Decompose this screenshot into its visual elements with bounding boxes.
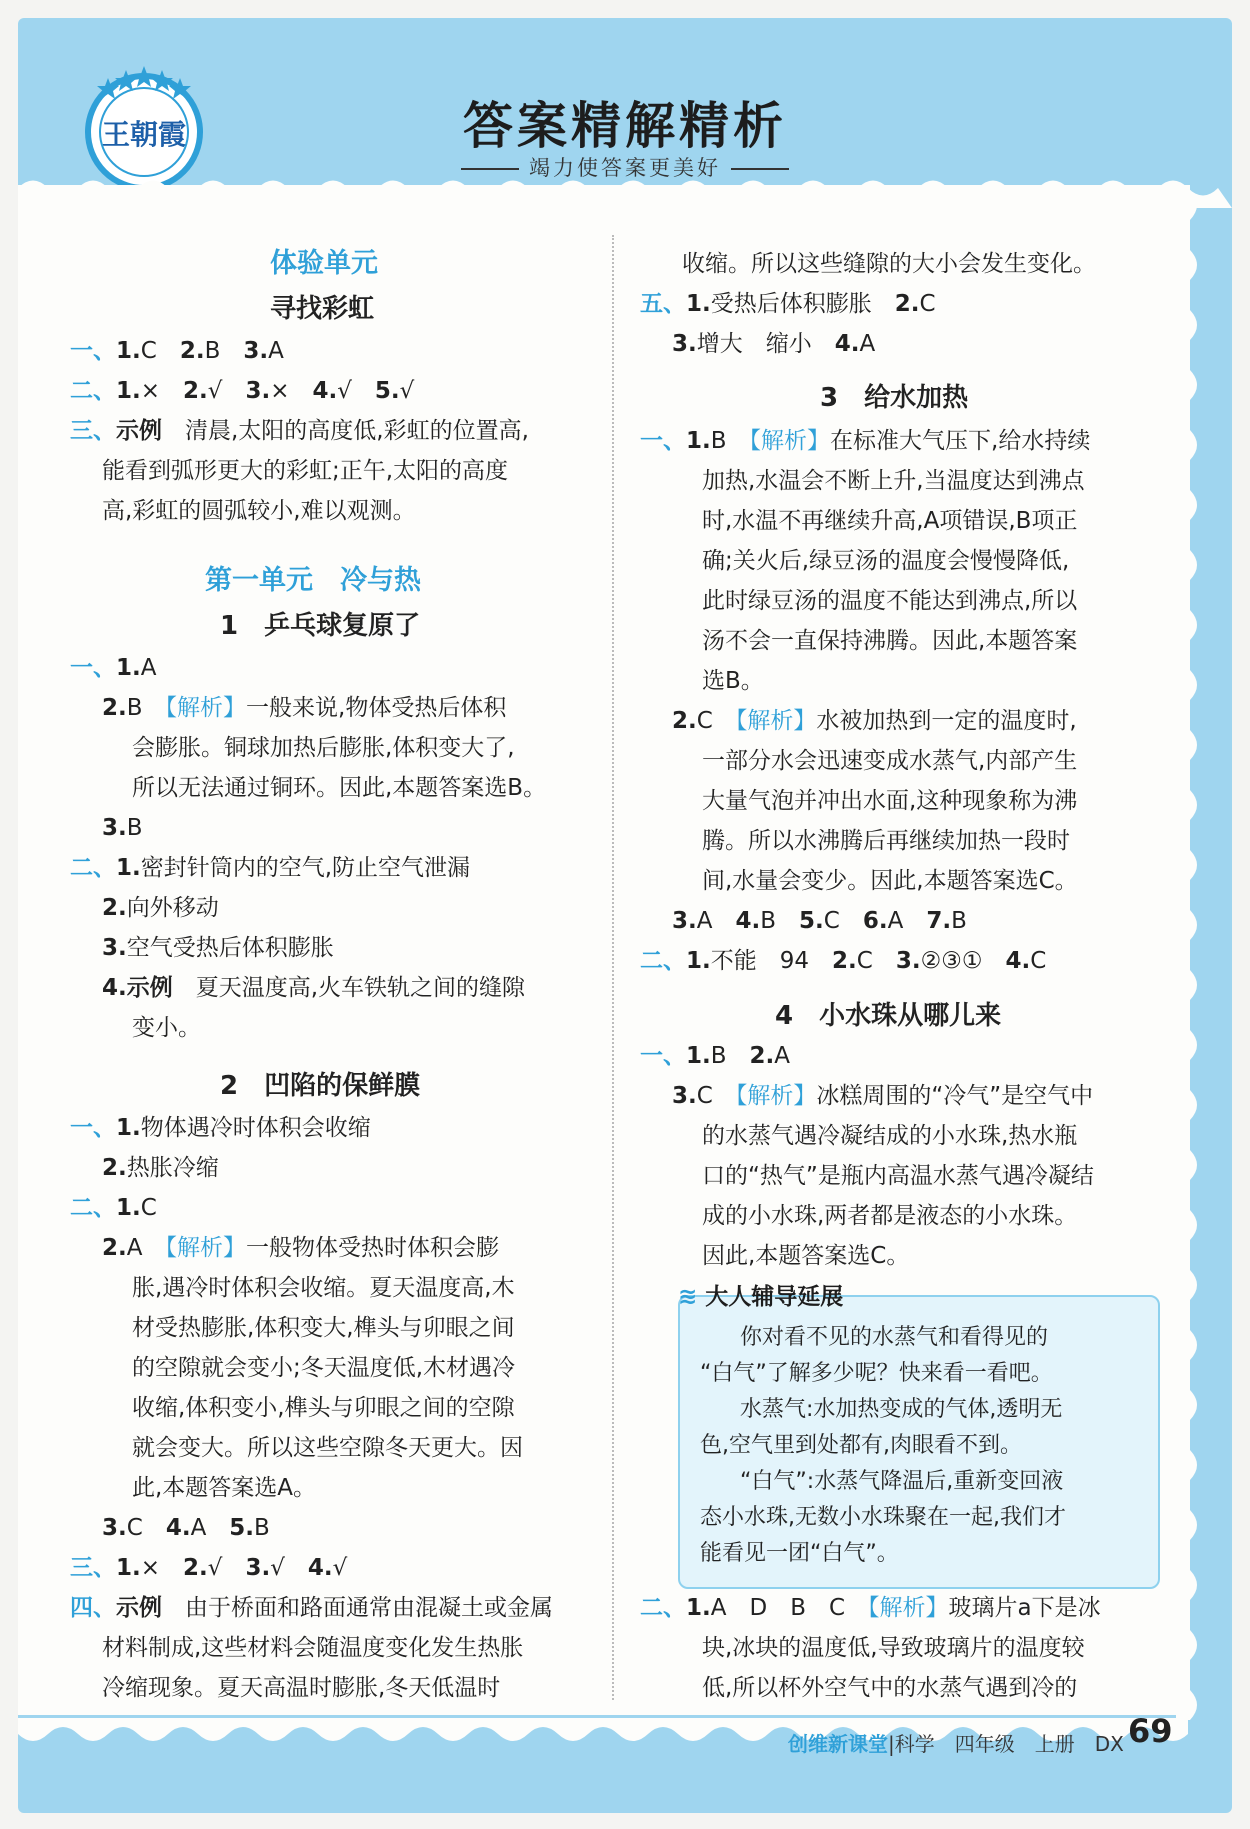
answer-text: 确;关火后,绿豆汤的温度会慢慢降低, xyxy=(702,548,1070,574)
answer-text: 腾。所以水沸腾后再继续加热一段时 xyxy=(702,828,1070,854)
answer-row: 二、1.不能 94 2.C 3.②③① 4.C xyxy=(640,948,1047,974)
answer-row: 3.C 【解析】冰糕周围的“冷气”是空气中 xyxy=(672,1083,1094,1109)
tip-text: “白气”:水蒸气降温后,重新变回液 xyxy=(740,1469,1064,1494)
answer-text: 材料制成,这些材料会随温度变化发生热胀 xyxy=(102,1635,524,1661)
answer-text: 就会变大。所以这些空隙冬天更大。因 xyxy=(132,1435,523,1461)
answer-row: 2.向外移动 xyxy=(102,895,219,921)
answer-row: 4.示例 夏天温度高,火车铁轨之间的缝隙 xyxy=(102,975,526,1001)
answer-text: 冷缩现象。夏天高温时膨胀,冬天低温时 xyxy=(102,1675,501,1701)
answer-row: 三、示例 清晨,太阳的高度低,彩虹的位置高, xyxy=(70,418,529,444)
lesson-heading: 2 凹陷的保鲜膜 xyxy=(220,1071,421,1101)
answer-text: 间,水量会变少。因此,本题答案选C。 xyxy=(702,868,1078,894)
answer-row: 一、1.A xyxy=(70,655,157,681)
answer-text: 能看到弧形更大的彩虹;正午,太阳的高度 xyxy=(102,458,509,484)
tip-box-title: ≋ 大人辅导延展 xyxy=(678,1284,844,1310)
answer-row: 3.C 4.A 5.B xyxy=(102,1515,270,1541)
answer-text: 胀,遇冷时体积会收缩。夏天温度高,木 xyxy=(132,1275,515,1301)
answer-row: 一、1.C 2.B 3.A xyxy=(70,338,284,364)
answer-text: 选B。 xyxy=(702,668,764,694)
lesson-heading: 4 小水珠从哪儿来 xyxy=(775,1001,1002,1031)
answer-text: 收缩,体积变小,榫头与卯眼之间的空隙 xyxy=(132,1395,515,1421)
answer-row: 一、1.物体遇冷时体积会收缩 xyxy=(70,1115,371,1141)
answer-text: 的水蒸气遇冷凝结成的小水珠,热水瓶 xyxy=(702,1123,1078,1149)
answer-row: 3.A 4.B 5.C 6.A 7.B xyxy=(672,908,967,934)
tip-text: 能看见一团“白气”。 xyxy=(700,1541,899,1566)
answer-text: 收缩。所以这些缝隙的大小会发生变化。 xyxy=(682,251,1096,277)
tip-text: 水蒸气:水加热变成的气体,透明无 xyxy=(740,1397,1063,1422)
answer-row: 二、1.密封针筒内的空气,防止空气泄漏 xyxy=(70,855,471,881)
answer-text: 低,所以杯外空气中的水蒸气遇到冷的 xyxy=(702,1675,1078,1701)
answer-text: 所以无法通过铜环。因此,本题答案选B。 xyxy=(132,775,547,801)
lesson-heading: 3 给水加热 xyxy=(820,383,969,413)
answer-text: 加热,水温会不断上升,当温度达到沸点 xyxy=(702,468,1085,494)
page-number: 69 xyxy=(1128,1712,1173,1750)
answer-row: 2.C 【解析】水被加热到一定的温度时, xyxy=(672,708,1077,734)
wave-border-top xyxy=(18,168,1232,208)
wave-border-right xyxy=(1176,190,1216,1720)
answer-text: 因此,本题答案选C。 xyxy=(702,1243,910,1269)
answer-text: 一部分水会迅速变成水蒸气,内部产生 xyxy=(702,748,1078,774)
answer-text: 口的“热气”是瓶内高温水蒸气遇冷凝结 xyxy=(702,1163,1094,1189)
answer-row: 2.A 【解析】一般物体受热时体积会膨 xyxy=(102,1235,499,1261)
answer-row: 一、1.B 【解析】在标准大气压下,给水持续 xyxy=(640,428,1091,454)
lesson-heading: 1 乒乓球复原了 xyxy=(220,611,421,641)
lesson-heading: 寻找彩虹 xyxy=(270,294,375,324)
page-title: 答案精解精析 xyxy=(463,97,787,155)
answer-row: 二、1.× 2.√ 3.× 4.√ 5.√ xyxy=(70,378,415,404)
footer-brand: 创维新课堂 xyxy=(788,1732,888,1756)
answer-row: 五、1.受热后体积膨胀 2.C xyxy=(640,291,936,317)
tip-text: 色,空气里到处都有,肉眼看不到。 xyxy=(700,1433,1022,1458)
tip-text: “白气”了解多少呢？快来看一看吧。 xyxy=(700,1361,1053,1386)
answer-text: 时,水温不再继续升高,A项错误,B项正 xyxy=(702,508,1078,534)
answer-text: 汤不会一直保持沸腾。因此,本题答案 xyxy=(702,628,1078,654)
answer-text: 块,冰块的温度低,导致玻璃片的温度较 xyxy=(702,1635,1085,1661)
answer-row: 2.B 【解析】一般来说,物体受热后体积 xyxy=(102,695,507,721)
answer-row: 2.热胀冷缩 xyxy=(102,1155,219,1181)
answer-row: 三、1.× 2.√ 3.√ 4.√ xyxy=(70,1555,348,1581)
answer-row: 3.增大 缩小 4.A xyxy=(672,331,876,357)
answer-text: 高,彩虹的圆弧较小,难以观测。 xyxy=(102,498,416,524)
answer-row: 四、示例 由于桥面和路面通常由混凝土或金属 xyxy=(70,1595,553,1621)
unit-heading: 体验单元 xyxy=(270,248,378,279)
logo-text: 王朝霞 xyxy=(101,118,187,151)
answer-text: 此时绿豆汤的温度不能达到沸点,所以 xyxy=(702,588,1078,614)
column-divider xyxy=(612,235,614,1700)
answer-text: 的空隙就会变小;冬天温度低,木材遇冷 xyxy=(132,1355,516,1381)
answer-text: 变小。 xyxy=(132,1015,201,1041)
answer-row: 3.空气受热后体积膨胀 xyxy=(102,935,334,961)
answer-row: 二、1.A D B C 【解析】玻璃片a下是冰 xyxy=(640,1595,1101,1621)
answer-text: 大量气泡并冲出水面,这种现象称为沸 xyxy=(702,788,1078,814)
page-subtitle: 竭力使答案更美好 xyxy=(0,152,1250,182)
answer-row: 一、1.B 2.A xyxy=(640,1043,791,1069)
answer-text: 成的小水珠,两者都是液态的小水珠。 xyxy=(702,1203,1078,1229)
answer-row: 3.B xyxy=(102,815,143,841)
unit-heading: 第一单元 冷与热 xyxy=(205,565,421,596)
tip-text: 态小水珠,无数小水珠聚在一起,我们才 xyxy=(700,1505,1066,1530)
answer-text: 此,本题答案选A。 xyxy=(132,1475,317,1501)
answer-text: 会膨胀。铜球加热后膨胀,体积变大了, xyxy=(132,735,515,761)
answer-row: 二、1.C xyxy=(70,1195,157,1221)
answer-text: 材受热膨胀,体积变大,榫头与卯眼之间 xyxy=(132,1315,515,1341)
wave-lines-icon: ≋ xyxy=(678,1284,698,1310)
tip-text: 你对看不见的水蒸气和看得见的 xyxy=(740,1325,1049,1350)
footer-info: 创维新课堂|科学 四年级 上册 DX xyxy=(788,1732,1124,1756)
